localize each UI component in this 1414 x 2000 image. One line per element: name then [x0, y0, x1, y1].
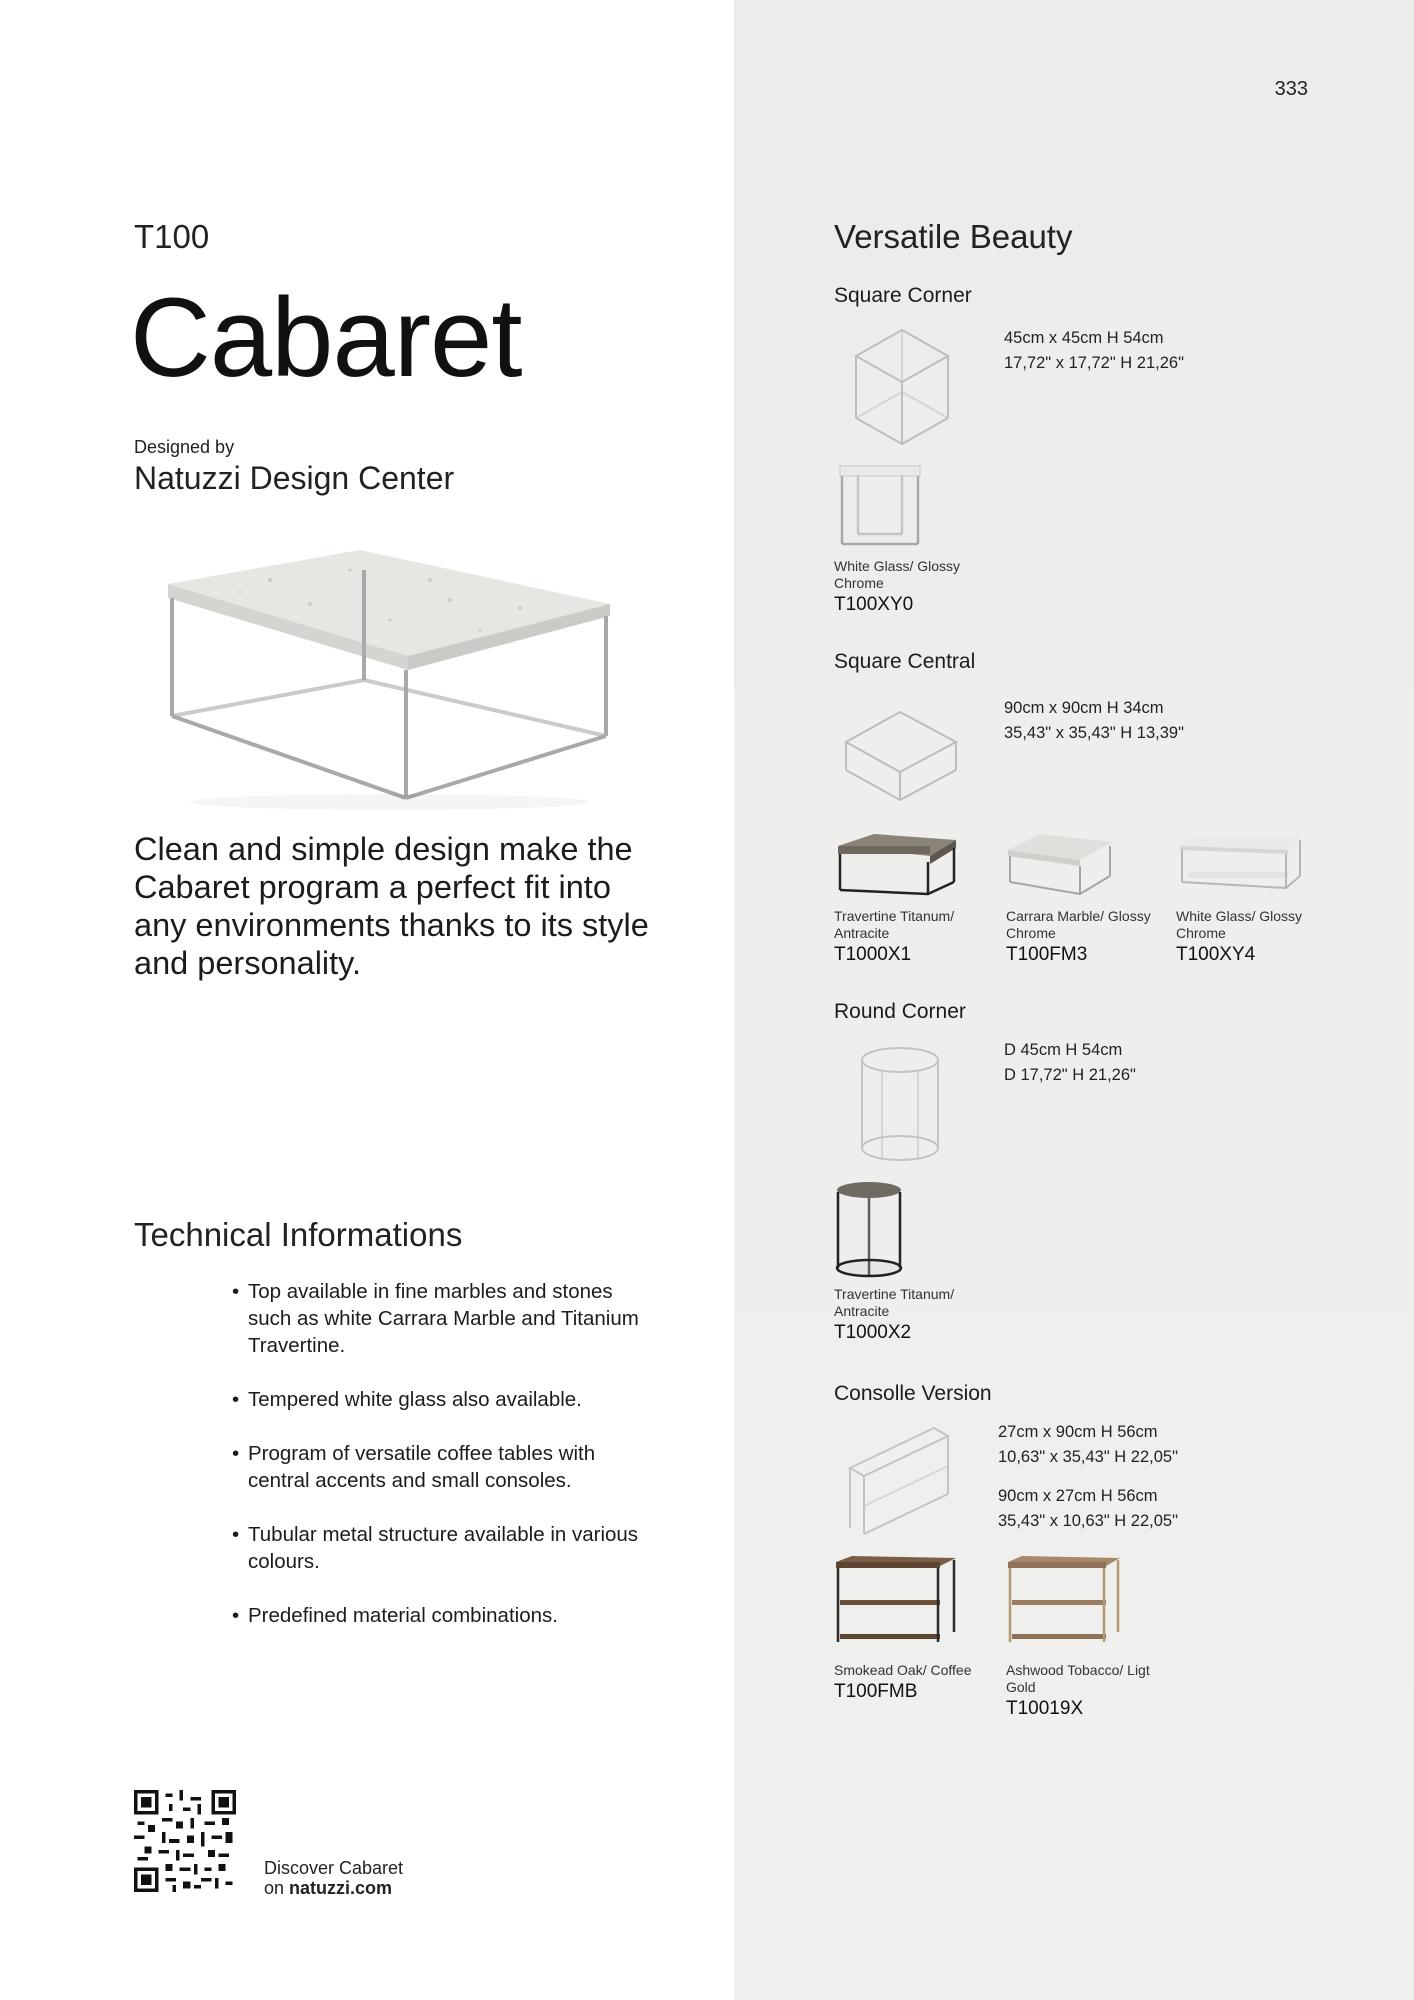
consolle-dims-b: 90cm x 27cm H 56cm 35,43" x 10,63" H 22,05": [998, 1487, 1178, 1530]
page-number: 333: [1274, 78, 1308, 100]
travertine-table-photo: [834, 832, 960, 898]
square-central-drawing: [842, 708, 960, 804]
technical-title: Technical Informations: [134, 1216, 463, 1253]
consolle-dims-a: 27cm x 90cm H 56cm 10,63" x 35,43" H 22,05": [998, 1423, 1178, 1466]
round-corner-drawing: [858, 1044, 942, 1168]
square-corner-photo: [838, 464, 922, 550]
round-corner-variant[interactable]: Travertine Titanum/ Antracite T1000X2: [834, 1286, 955, 1343]
square-corner-title: Square Corner: [834, 284, 972, 307]
product-code: T100: [134, 218, 210, 255]
smoked-oak-consolle-photo: [832, 1554, 960, 1646]
square-central-variant[interactable]: Travertine Titanum/ Antracite T1000X1: [834, 908, 955, 965]
consolle-drawing: [846, 1424, 952, 1536]
square-central-variant[interactable]: White Glass/ Glossy Chrome T100XY4: [1176, 908, 1303, 965]
qr-code[interactable]: [134, 1790, 236, 1892]
designed-by-label: Designed by: [134, 437, 235, 457]
square-corner-variant[interactable]: White Glass/ Glossy Chrome T100XY0: [834, 558, 961, 615]
square-central-title: Square Central: [834, 650, 976, 673]
technical-item: • Program of versatile coffee tables with central accents and small consoles.: [232, 1440, 652, 1494]
hero-table-image: [150, 540, 630, 820]
technical-list: [232, 1278, 652, 1656]
technical-item: • Top available in fine marbles and stones such as white Carrara Marble and Titanium Travertine.: [232, 1278, 652, 1359]
carrara-table-photo: [1004, 832, 1114, 898]
square-central-variant[interactable]: Carrara Marble/ Glossy Chrome T100FM3: [1006, 908, 1151, 965]
round-corner-photo: [834, 1180, 904, 1280]
versatile-title: Versatile Beauty: [834, 218, 1073, 255]
round-corner-title: Round Corner: [834, 1000, 966, 1023]
tagline: Clean and simple design make the Cabaret program a perfect fit into any environments thanks to its style and personality.: [134, 831, 649, 981]
product-title: Cabaret: [130, 275, 522, 400]
square-corner-drawing: [852, 326, 952, 446]
technical-item: • Tubular metal structure available in various colours.: [232, 1521, 652, 1575]
site-link[interactable]: natuzzi.com: [289, 1878, 393, 1898]
round-corner-dims: D 45cm H 54cm D 17,72" H 21,26": [1004, 1041, 1136, 1084]
technical-item: • Tempered white glass also available.: [232, 1386, 652, 1413]
technical-item: • Predefined material combinations.: [232, 1602, 652, 1629]
discover-line2: on natuzzi.com: [264, 1878, 393, 1898]
consolle-variant[interactable]: Ashwood Tobacco/ Ligt Gold T10019X: [1006, 1662, 1150, 1719]
discover-line1: Discover Cabaret: [264, 1858, 404, 1878]
square-central-dims: 90cm x 90cm H 34cm 35,43" x 35,43" H 13,39": [1004, 699, 1184, 742]
designer-name: Natuzzi Design Center: [134, 460, 455, 496]
white-glass-table-photo: [1176, 832, 1306, 898]
consolle-variant[interactable]: Smokead Oak/ Coffee T100FMB: [834, 1662, 972, 1702]
ashwood-consolle-photo: [1004, 1554, 1124, 1646]
square-corner-dims: 45cm x 45cm H 54cm 17,72" x 17,72" H 21,26": [1004, 329, 1184, 372]
consolle-title: Consolle Version: [834, 1382, 992, 1405]
discover-link[interactable]: [264, 1858, 403, 1898]
